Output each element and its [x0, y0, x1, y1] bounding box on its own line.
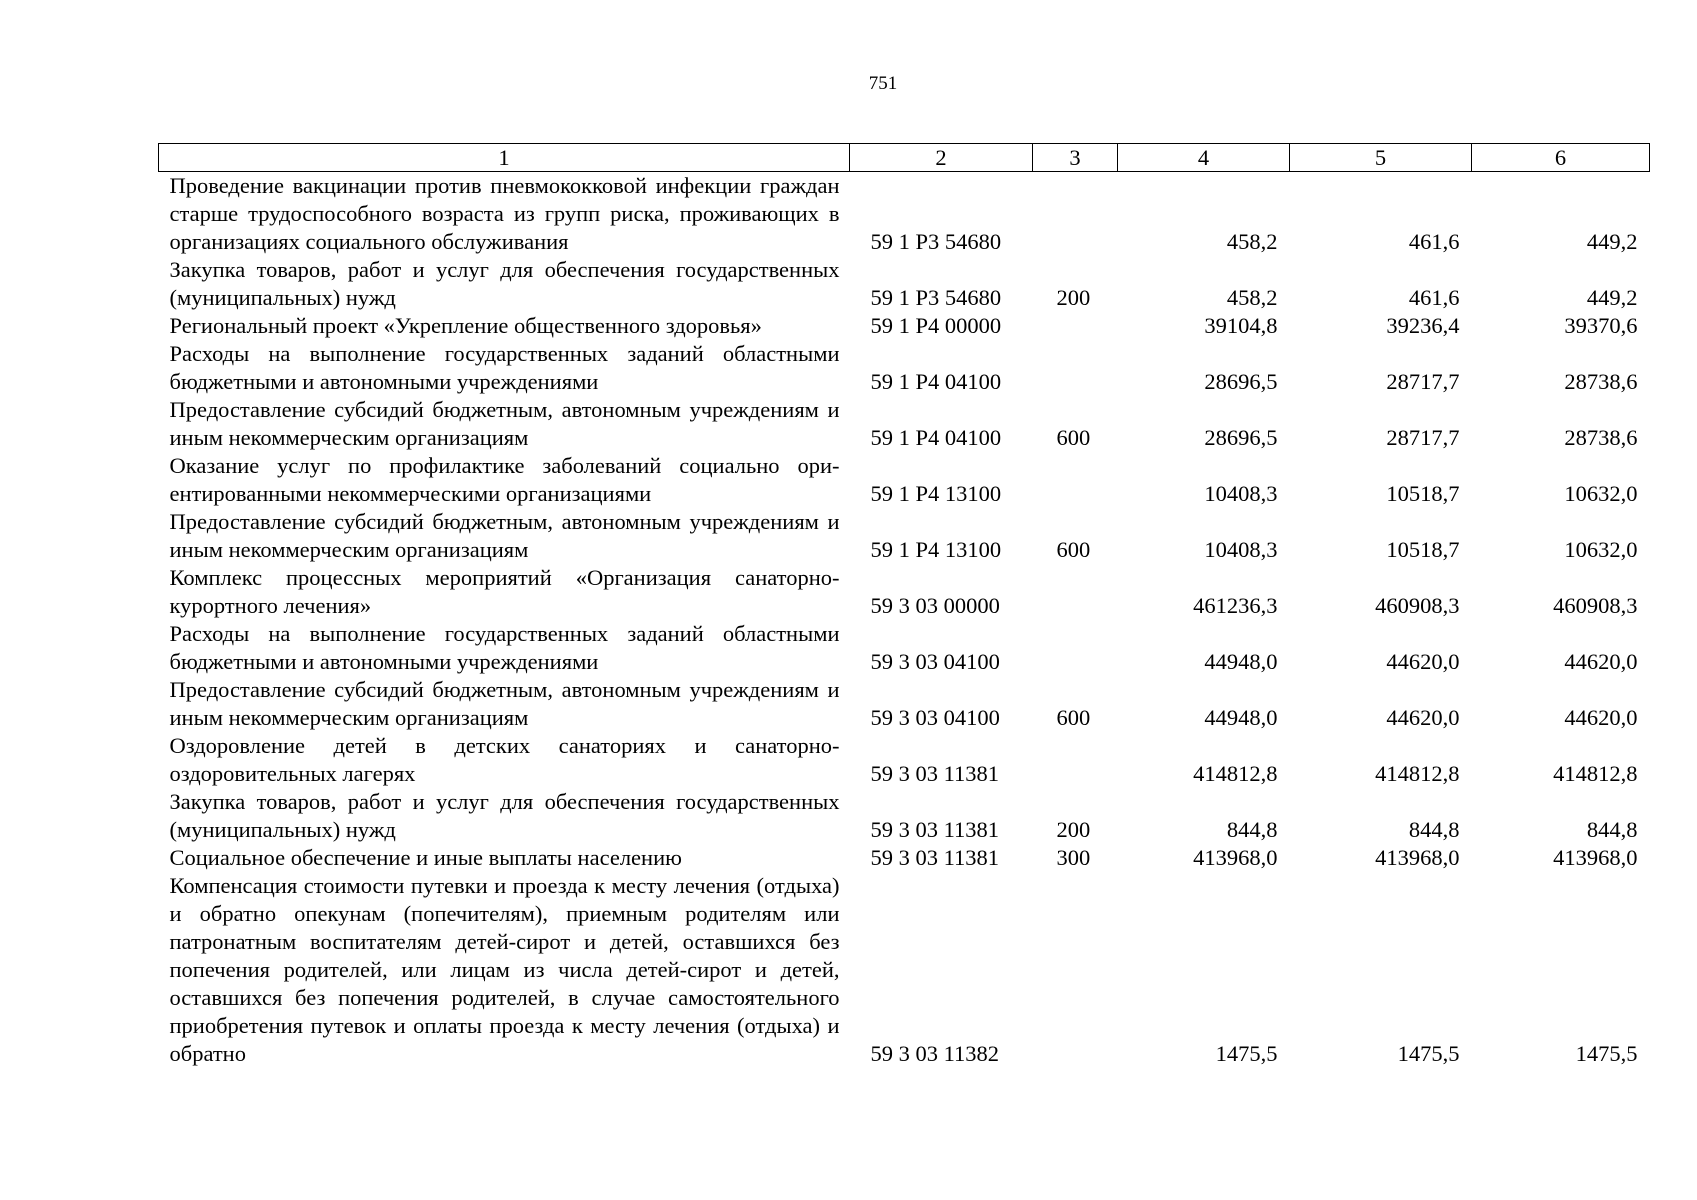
row-value-col6: 413968,0 — [1553, 845, 1638, 870]
row-value-col6: 28738,6 — [1564, 369, 1638, 394]
table-row — [159, 396, 1650, 452]
row-expense-type — [1033, 872, 1118, 1068]
row-name: Компенсация стоимости путевки и проезда к месту лечения (отдыха) и обратно опекунам (попечителям), приемным родителям или патронатным воспитателям детей-сирот и детей, оставшихся без попечения родителей, или лицам из числа детей-сирот и детей, оставшихся без попечения родителей, в случае самостоятельного приобретения путевок и оплаты проезда к месту лечения (отдыха) и обратно — [169, 873, 840, 1066]
row-name: Проведение вакцинации против пневмококковой инфекции граждан старше трудоспособного возраста из групп риска, проживающих в организациях социального обслуживания — [169, 173, 840, 254]
column-header-5: 5 — [1290, 144, 1472, 172]
row-value-col6: 10632,0 — [1564, 481, 1638, 506]
row-code: 59 3 03 11382 — [870, 1041, 1000, 1066]
row-expense-type: 300 — [1056, 845, 1091, 870]
row-value-col4: 10408,3 — [1204, 481, 1278, 506]
page-number: 751 — [868, 73, 898, 94]
row-expense-type — [1033, 620, 1118, 676]
row-code: 59 3 03 11381 — [870, 845, 1000, 870]
budget-table — [158, 143, 1650, 1068]
row-name: Предоставление субсидий бюджетным, автономным учреждениям и иным некоммерческим организациям — [169, 509, 840, 562]
table-row — [159, 788, 1650, 844]
row-value-col5: 10518,7 — [1386, 481, 1460, 506]
row-value-col4: 44948,0 — [1204, 705, 1278, 730]
row-code: 59 1 Р4 13100 — [870, 537, 1002, 562]
row-value-col6: 39370,6 — [1564, 313, 1638, 338]
row-value-col5: 10518,7 — [1386, 537, 1460, 562]
row-value-col4: 461236,3 — [1193, 593, 1278, 618]
table-body — [159, 172, 1650, 1069]
table-row — [159, 256, 1650, 312]
row-value-col4: 458,2 — [1226, 229, 1278, 254]
row-code: 59 1 Р4 04100 — [870, 425, 1002, 450]
table-row — [159, 340, 1650, 396]
row-code: 59 3 03 00000 — [870, 593, 1000, 618]
row-value-col6: 28738,6 — [1564, 425, 1638, 450]
row-expense-type: 600 — [1056, 537, 1091, 562]
row-code: 59 3 03 04100 — [870, 649, 1000, 674]
column-header-1: 1 — [159, 144, 850, 172]
row-code: 59 1 Р4 13100 — [870, 481, 1002, 506]
table-row — [159, 732, 1650, 788]
row-expense-type: 200 — [1056, 285, 1091, 310]
row-value-col4: 413968,0 — [1193, 845, 1278, 870]
row-name: Предоставление субсидий бюджетным, автономным учреждениям и иным некоммерческим организациям — [169, 677, 840, 730]
row-expense-type: 600 — [1056, 425, 1091, 450]
row-value-col5: 461,6 — [1408, 229, 1460, 254]
table-row — [159, 676, 1650, 732]
row-expense-type — [1033, 452, 1118, 508]
row-value-col5: 28717,7 — [1386, 369, 1460, 394]
row-value-col6: 449,2 — [1586, 229, 1638, 254]
row-code: 59 3 03 11381 — [870, 817, 1000, 842]
row-value-col6: 1475,5 — [1575, 1041, 1638, 1066]
row-value-col5: 460908,3 — [1375, 593, 1460, 618]
table-row — [159, 564, 1650, 620]
column-header-4: 4 — [1118, 144, 1290, 172]
table-row — [159, 452, 1650, 508]
row-expense-type — [1033, 312, 1118, 340]
row-name: Закупка товаров, работ и услуг для обеспечения государственных (муниципальных) нужд — [169, 257, 840, 310]
row-value-col4: 844,8 — [1226, 817, 1278, 842]
row-value-col4: 10408,3 — [1204, 537, 1278, 562]
column-header-2: 2 — [850, 144, 1033, 172]
table-header — [159, 144, 1650, 172]
column-header-3: 3 — [1033, 144, 1118, 172]
row-name: Предоставление субсидий бюджетным, автономным учреждениям и иным некоммерческим организациям — [169, 397, 840, 450]
row-value-col5: 44620,0 — [1386, 705, 1460, 730]
row-name: Региональный проект «Укрепление общественного здоровья» — [169, 313, 762, 338]
row-value-col5: 28717,7 — [1386, 425, 1460, 450]
row-value-col6: 44620,0 — [1564, 649, 1638, 674]
row-name: Закупка товаров, работ и услуг для обеспечения государственных (муниципальных) нужд — [169, 789, 840, 842]
row-value-col5: 461,6 — [1408, 285, 1460, 310]
row-value-col5: 413968,0 — [1375, 845, 1460, 870]
row-value-col5: 39236,4 — [1386, 313, 1460, 338]
table-row — [159, 844, 1650, 872]
table-row — [159, 172, 1650, 257]
row-name: Расходы на выполнение государственных заданий областными бюджетными и автономными учреждениями — [169, 621, 840, 674]
row-value-col6: 10632,0 — [1564, 537, 1638, 562]
row-code: 59 1 Р3 54680 — [870, 285, 1002, 310]
row-name: Оздоровление детей в детских санаториях и санаторно-оздоровительных лагерях — [169, 733, 840, 786]
row-expense-type: 200 — [1056, 817, 1091, 842]
table-row — [159, 620, 1650, 676]
column-header-6: 6 — [1472, 144, 1650, 172]
row-value-col5: 844,8 — [1408, 817, 1460, 842]
row-value-col4: 414812,8 — [1193, 761, 1278, 786]
row-value-col6: 414812,8 — [1553, 761, 1638, 786]
table-row — [159, 872, 1650, 1068]
row-value-col6: 44620,0 — [1564, 705, 1638, 730]
row-expense-type — [1033, 340, 1118, 396]
row-expense-type — [1033, 564, 1118, 620]
row-value-col6: 460908,3 — [1553, 593, 1638, 618]
table-row — [159, 508, 1650, 564]
row-value-col4: 1475,5 — [1215, 1041, 1278, 1066]
row-code: 59 1 Р3 54680 — [870, 229, 1002, 254]
row-value-col4: 28696,5 — [1204, 369, 1278, 394]
row-name: Оказание услуг по профилактике заболеваний социально ориентированными некоммерческими организациями — [169, 453, 840, 506]
row-expense-type — [1033, 732, 1118, 788]
row-value-col4: 44948,0 — [1204, 649, 1278, 674]
table-row — [159, 312, 1650, 340]
row-value-col6: 844,8 — [1586, 817, 1638, 842]
row-expense-type — [1033, 172, 1118, 257]
row-value-col4: 39104,8 — [1204, 313, 1278, 338]
row-name: Комплекс процессных мероприятий «Организация санаторно-курортного лечения» — [169, 565, 840, 618]
row-value-col5: 414812,8 — [1375, 761, 1460, 786]
row-name: Расходы на выполнение государственных заданий областными бюджетными и автономными учреждениями — [169, 341, 840, 394]
row-code: 59 1 Р4 00000 — [870, 313, 1002, 338]
row-code: 59 3 03 04100 — [870, 705, 1000, 730]
row-expense-type: 600 — [1056, 705, 1091, 730]
row-value-col4: 458,2 — [1226, 285, 1278, 310]
row-name: Социальное обеспечение и иные выплаты населению — [169, 845, 682, 870]
row-value-col4: 28696,5 — [1204, 425, 1278, 450]
row-value-col5: 44620,0 — [1386, 649, 1460, 674]
row-value-col6: 449,2 — [1586, 285, 1638, 310]
row-code: 59 3 03 11381 — [870, 761, 1000, 786]
row-code: 59 1 Р4 04100 — [870, 369, 1002, 394]
row-value-col5: 1475,5 — [1397, 1041, 1460, 1066]
